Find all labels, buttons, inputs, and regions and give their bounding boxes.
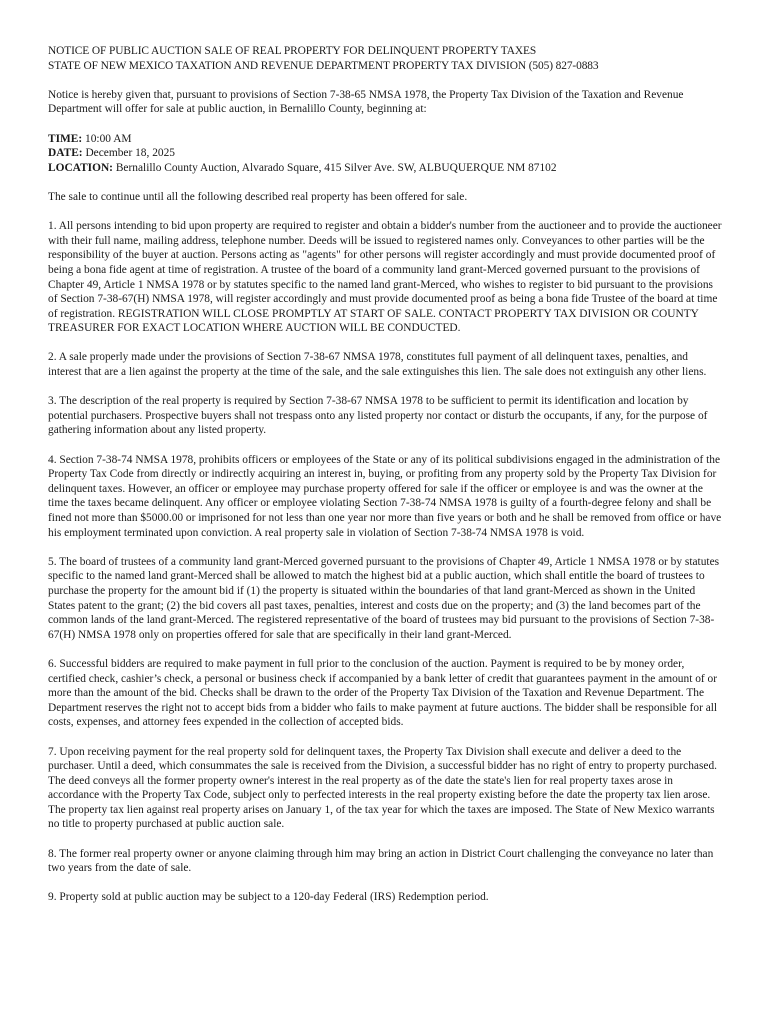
spacer: [48, 730, 724, 745]
spacer: [48, 73, 724, 88]
paragraph-1: 1. All persons intending to bid upon property are required to register and obtain a bidder's number from the auctioneer and to provide the auctioneer with their full name, mailing address, telephone number. Deeds will be issued to registered names only. Conveyances to other parties will be the responsibility of the buyer at auction. Persons acting as "agents" for other persons will register accordingly and must provide documented proof of being a bona fide agent at time of registration. A trustee of the board of a community land grant-Merced governed pursuant to the provisions of Chapter 49, Article 1 NMSA 1978 or by statutes specific to the named land grant-Merced, who wishes to register to bid pursuant to the provisions of Section 7-38-67(H) NMSA 1978, will register accordingly and must provide documented proof as being a bona fide Trustee of the board at time of registration. REGISTRATION WILL CLOSE PROMPTLY AT START OF SALE. CONTACT PROPERTY TAX DIVISION OR COUNTY TREASURER FOR EXACT LOCATION WHERE AUCTION WILL BE CONDUCTED.: [48, 220, 722, 335]
notice-document: [48, 44, 724, 905]
date-value: December 18, 2025: [82, 147, 175, 160]
spacer: [48, 540, 724, 555]
location-value: Bernalillo County Auction, Alvarado Square, 415 Silver Ave. SW, ALBUQUERQUE NM 87102: [112, 161, 557, 174]
continue-paragraph: The sale to continue until all the following described real property has been offered for sale.: [48, 190, 468, 203]
notice-subtitle: STATE OF NEW MEXICO TAXATION AND REVENUE DEPARTMENT PROPERTY TAX DIVISION (505) 827-0883: [48, 59, 599, 72]
paragraph-5: 5. The board of trustees of a community land grant-Merced governed pursuant to the provisions of Chapter 49, Article 1 NMSA 1978 or by statutes specific to the named land grant-Merced shall be allowed to match the highest bid at a public auction, which shall entitle the board of trustees to purchase the property for the amount bid if (1) the property is situated within the boundaries of that land grant-Merced as shown in the United States patent to the grant; (2) the bid covers all past taxes, penalties, interest and costs due on the property; and (3) the land becomes part of the common lands of the land grant-Merced. The registered representative of the board of trustees may bid pursuant to the provisions of Section 7-38-67(H) NMSA 1978 only on properties offered for sale that are specifically in their land grant-Merced.: [48, 555, 720, 641]
date-line: [48, 146, 724, 161]
time-line: [48, 132, 724, 147]
paragraph-4: 4. Section 7-38-74 NMSA 1978, prohibits officers or employees of the State or any of its political subdivisions engaged in the administration of the Property Tax Code from directly or indirectly acquiring an interest in, buying, or profiting from any property sold by the Property Tax Division for delinquent taxes. However, an officer or employee may purchase property offered for sale if the officer or employee is and was the owner at the time the taxes became delinquent. Any officer or employee violating Section 7-38-74 NMSA 1978 is guilty of a fourth-degree felony and shall be fined not more than $5000.00 or imprisoned for not less than one year nor more than five years or both and he shall be removed from office or have his employment terminated upon conviction. A real property sale in violation of Section 7-38-74 NMSA 1978 is void.: [48, 453, 722, 539]
location-label: LOCATION:: [48, 161, 113, 174]
spacer: [48, 336, 724, 351]
paragraph-7: 7. Upon receiving payment for the real property sold for delinquent taxes, the Property Tax Division shall execute and deliver a deed to the purchaser. Until a deed, which consummates the sale is received from the Division, a successful bidder has no right of entry to property purchased. The deed conveys all the former property owner's interest in the real property as of the date the state's lien for real property taxes arose in accordance with the Property Tax Code, subject only to perfected interests in the real property existing before the date the property tax lien arose. The property tax lien against real property arises on January 1, of the tax year for which the taxes are imposed. The State of New Mexico warrants no title to property purchased at public auction sale.: [48, 745, 718, 831]
date-label: DATE:: [48, 147, 83, 160]
paragraph-2: 2. A sale properly made under the provisions of Section 7-38-67 NMSA 1978, constitutes full payment of all delinquent taxes, penalties, and interest that are a lien against the property at the time of the sale, and the sale extinguishes this lien. The sale does not extinguish any other liens.: [48, 351, 707, 379]
spacer: [48, 876, 724, 891]
notice-title: NOTICE OF PUBLIC AUCTION SALE OF REAL PROPERTY FOR DELINQUENT PROPERTY TAXES: [48, 45, 537, 57]
location-line: [48, 161, 724, 176]
spacer: [48, 380, 724, 395]
time-label: TIME:: [48, 132, 83, 145]
spacer: [48, 175, 724, 190]
spacer: [48, 438, 724, 453]
spacer: [48, 205, 724, 220]
paragraph-8: 8. The former real property owner or anyone claiming through him may bring an action in District Court challenging the conveyance no later than two years from the date of sale.: [48, 847, 714, 875]
intro-paragraph: Notice is hereby given that, pursuant to provisions of Section 7-38-65 NMSA 1978, the Property Tax Division of the Taxation and Revenue Department will offer for sale at public auction, in Bernalillo County, beginning at:: [48, 88, 684, 116]
spacer: [48, 832, 724, 847]
paragraph-9: 9. Property sold at public auction may be subject to a 120-day Federal (IRS) Redemption period.: [48, 891, 489, 904]
time-value: 10:00 AM: [82, 132, 132, 145]
paragraph-6: 6. Successful bidders are required to make payment in full prior to the conclusion of the auction. Payment is required to be by money order, certified check, cashier’s check, a personal or business check if accompanied by a bank letter of credit that guarantees payment in the amount of or more than the amount of the bid. Checks shall be drawn to the order of the Property Tax Division of the Taxation and Revenue Department. The Department reserves the right not to accept bids from a bidder who fails to make payment at future auctions. The bidder shall be responsible for all costs, expenses, and attorney fees expended in the collection of accepted bids.: [48, 657, 718, 729]
spacer: [48, 642, 724, 657]
paragraph-3: 3. The description of the real property is required by Section 7-38-67 NMSA 1978 to be sufficient to permit its identification and location by potential purchasers. Prospective buyers shall not trespass onto any listed property nor contact or disturb the occupants, if any, for the purpose of gathering information about any listed property.: [48, 395, 708, 437]
spacer: [48, 117, 724, 132]
